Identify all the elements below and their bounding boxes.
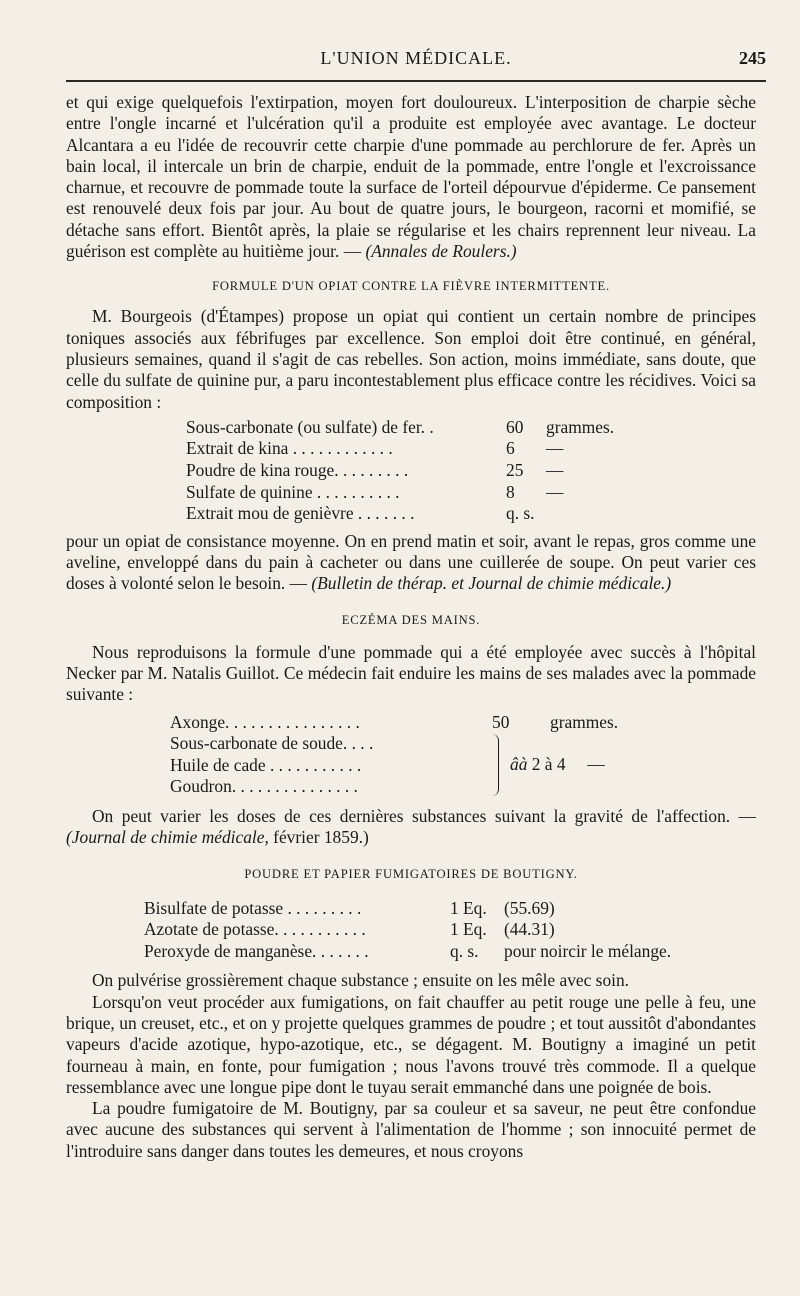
opiat-after-source: (Bulletin de thérap. et Journal de chimie médicale.) — [311, 573, 672, 594]
recipe-row — [170, 755, 756, 777]
ingredient-qty: 50 — [492, 711, 510, 732]
dose-range: 2 à 4 — [531, 753, 566, 774]
ingredient-name: Extrait mou de genièvre . . . . . . . — [186, 503, 415, 524]
recipe-row — [170, 712, 756, 734]
boutigny-paragraph: Lorsqu'on veut procéder aux fumigations, on fait chauffer au petit rouge une pelle à feu, une brique, un creuset, etc., et on y projette quelques grammes de poudre ; et tout aussitôt d'abondantes vapeurs d'acide azotique, hypo-azotique, etc., se dégagent. M. Boutigny a imaginé un petit fourneau à main, en fonte, pour fumigation ; nous l'avons trouvé très commode. Il a quelque ressemblance avec une longue pipe dont le tuyau serait emmanché dans une poignée de bois. — [66, 991, 756, 1097]
ingredient-unit: — — [546, 481, 564, 502]
ingredient-name: Poudre de kina rouge. . . . . . . . . — [186, 460, 409, 481]
ingredient-name: Sous-carbonate de soude. . . . — [170, 733, 374, 754]
intro-source: (Annales de Roulers.) — [365, 241, 517, 262]
opiat-paragraph: M. Bourgeois (d'Étampes) propose un opiat qui contient un certain nombre de principes toniques associés aux fébrifuges par excellence. Son emploi doit être continué, en général, plusieurs semaines, quand il s'agit de cas rebelles. Son action, moins immédiate, sans doute, que celle du sulfate de quinine pur, a paru incontestablement plus efficace contre les récidives. Voici sa composition : — [66, 306, 756, 412]
ingredient-qty: 8 — [506, 481, 515, 502]
eczema-after-text: On peut varier les doses de ces dernières substances suivant la gravité de l'affection. — — [92, 805, 756, 826]
opiat-after-paragraph — [66, 531, 756, 595]
intro-paragraph — [66, 92, 756, 262]
brace — [492, 734, 499, 796]
section-title-boutigny: POUDRE ET PAPIER FUMIGATOIRES DE BOUTIGNY. — [244, 866, 578, 881]
ingredient-name: Sous-carbonate (ou sulfate) de fer. . — [186, 416, 434, 437]
brace-note — [510, 754, 605, 776]
ingredient-name: Huile de cade . . . . . . . . . . . — [170, 754, 362, 775]
ingredient-qty: 60 — [506, 416, 524, 437]
section-title-eczema: ECZÉMA DES MAINS. — [341, 612, 481, 627]
eczema-after-paragraph — [66, 806, 756, 849]
ingredient-qty: 25 — [506, 460, 524, 481]
page-number: 245 — [739, 48, 766, 68]
ingredient-name: Peroxyde de manganèse. . . . . . . — [144, 940, 369, 961]
section-title-opiat: FORMULE D'UN OPIAT CONTRE LA FIÈVRE INTERMITTENTE. — [212, 279, 610, 294]
recipe-row — [186, 460, 756, 482]
ingredient-qty: 6 — [506, 438, 515, 459]
intro-text: et qui exige quelquefois l'extirpation, moyen fort douloureux. L'interposition de charpie sèche entre l'ongle incarné et l'ulcération qu'il a produite est employée avec avantage. Le docteur Alcantara a eu l'idée de recouvrir cette charpie d'une pommade au perchlorure de fer. Après un bain local, il intercale un brin de charpie, enduit de la pommade, entre l'ongle et l'excroissance charnue, et recouvre de pommade toute la surface de l'orteil dépourvue d'épiderme. Ce pansement est renouvelé deux fois par jour. Au bout de quatre jours, le bourgeon, racorni et momifié, se détache sans effort. Bientôt après, la plaie se régularise et les chairs reprennent leur niveau. La guérison est complète au huitième jour. — — [66, 92, 756, 262]
boutigny-paragraph: La poudre fumigatoire de M. Boutigny, par sa couleur et sa saveur, ne peut être confondue avec aucune des substances qui servent à l'alimentation de l'homme ; son innocuité permet de l'introduire sans danger dans toutes les demeures, et nous croyons — [66, 1098, 756, 1161]
dose-unit: — — [587, 753, 605, 774]
running-title: L'UNION MÉDICALE. — [320, 48, 512, 68]
ingredient-qty: 1 Eq. — [450, 897, 487, 918]
eczema-recipe — [170, 712, 756, 798]
page-header — [66, 44, 766, 76]
ingredient-qty: 1 Eq. — [450, 919, 487, 940]
ingredient-name: Sulfate de quinine . . . . . . . . . . — [186, 481, 400, 502]
recipe-row — [186, 417, 756, 439]
ingredient-name: Goudron. . . . . . . . . . . . . . . — [170, 776, 358, 797]
ingredient-name: Azotate de potasse. . . . . . . . . . . — [144, 919, 366, 940]
ingredient-unit — [546, 503, 666, 525]
recipe-row — [144, 898, 756, 920]
recipe-row — [170, 733, 756, 755]
recipe-row — [186, 503, 756, 525]
opiat-after-text: pour un opiat de consistance moyenne. On en prend matin et soir, avant le repas, gros comme une aveline, enveloppé dans du pain à cacheter ou dans une cuillerée de soupe. On peut varier ces doses à volonté selon le besoin. — — [66, 530, 756, 594]
eczema-after-source: (Journal de chimie médicale, — [66, 827, 269, 848]
boutigny-paragraph: On pulvérise grossièrement chaque substance ; ensuite on les mêle avec soin. — [92, 970, 630, 991]
header-rule — [66, 80, 766, 82]
eczema-paragraph: Nous reproduisons la formule d'une pommade qui a été employée avec succès à l'hôpital Necker par M. Natalis Guillot. Ce médecin fait enduire les mains de ses malades avec la pommade suivante : — [66, 641, 756, 705]
ingredient-qty: q. s. — [506, 503, 535, 524]
ingredient-unit: — — [546, 438, 564, 459]
recipe-row — [144, 941, 756, 963]
recipe-row — [186, 438, 756, 460]
ingredient-unit: (44.31) — [504, 919, 555, 940]
ingredient-name: Axonge. . . . . . . . . . . . . . . . — [170, 711, 360, 732]
eczema-after-date: février 1859.) — [268, 827, 369, 848]
ingredient-unit: — — [546, 460, 564, 481]
recipe-row — [186, 482, 756, 504]
ingredient-unit: (55.69) — [504, 897, 555, 918]
ingredient-name: Extrait de kina . . . . . . . . . . . . — [186, 438, 393, 459]
boutigny-recipe — [144, 898, 756, 963]
ingredient-unit: grammes. — [550, 711, 619, 732]
ingredient-unit: grammes. — [546, 416, 615, 437]
ingredient-qty: q. s. — [450, 940, 479, 961]
opiat-recipe — [186, 417, 756, 525]
ingredient-name: Bisulfate de potasse . . . . . . . . . — [144, 897, 362, 918]
page-body — [66, 92, 756, 1162]
ana-abbrev: âà — [510, 753, 528, 774]
ingredient-unit: pour noircir le mélange. — [504, 940, 672, 961]
recipe-row — [144, 919, 756, 941]
recipe-row — [170, 776, 756, 798]
